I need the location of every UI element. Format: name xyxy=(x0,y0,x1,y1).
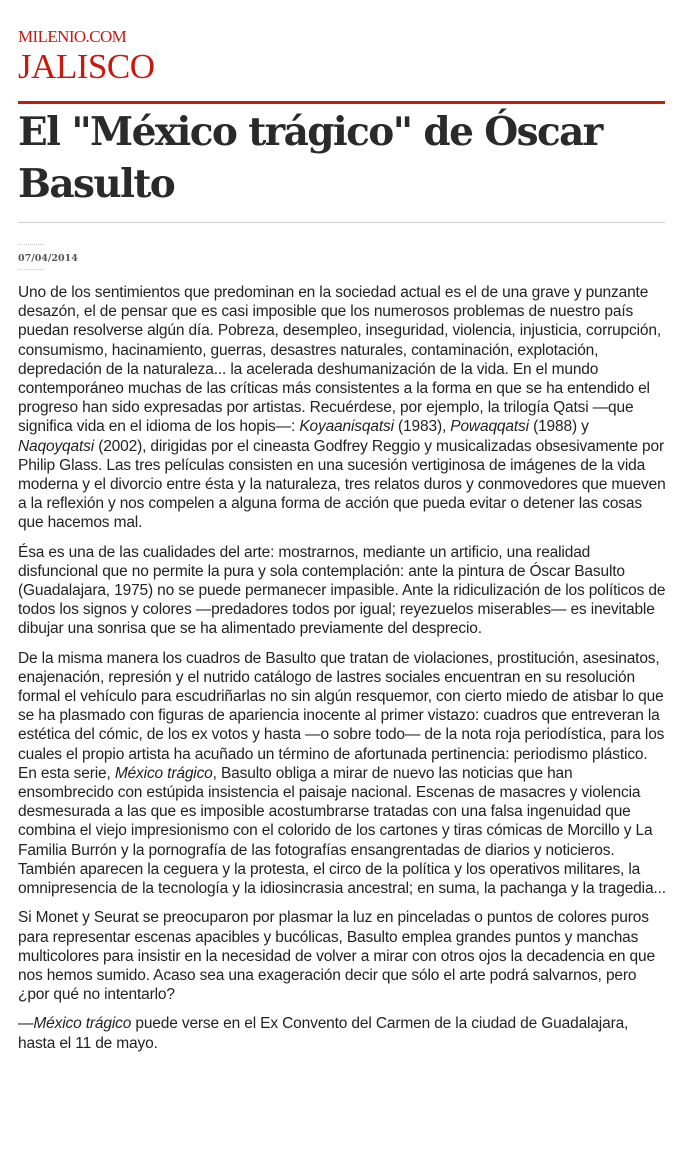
italic-title: Koyaanisqatsi xyxy=(299,418,394,436)
site-logo[interactable]: MILENIO.COM xyxy=(18,27,127,46)
date-box xyxy=(18,244,78,270)
text-run: (1983), xyxy=(393,418,451,436)
paragraph xyxy=(18,1014,668,1052)
text-run: (2002), dirigidas por el cineasta Godfrey Reggio y musicalizadas obsesivamente por Philip Glass. Las tres películas consisten en una sucesión vertiginosa de imágenes de la vida moderna y el divorcio entre ésta y la naturaleza, tres relatos duros y conmovedores que mueven a la reflexión y nos compelen a alguna forma de acción que pueda evitar o detener las cosas que hacemos mal. xyxy=(18,437,666,532)
section-name[interactable]: JALISCO xyxy=(18,47,155,86)
text-run: (1988) y xyxy=(528,418,589,436)
paragraph xyxy=(18,283,668,533)
paragraph xyxy=(18,908,668,1004)
italic-title: Powaqqatsi xyxy=(450,418,529,436)
italic-title: Naqoyqatsi xyxy=(18,437,95,455)
text-run: Ésa es una de las cualidades del arte: mostrarnos, mediante un artificio, una realidad disfuncional que no permite la pura y sola contemplación: ante la pintura de Óscar Basulto (Guadalajara, 1975) no se puede permanecer impasible. Ante la ridiculización de los políticos de todos los signos y colores —predadores todos por igual; reyezuelos miserables— es inevitable dibujar una sonrisa que se ha alimentado previamente del desprecio. xyxy=(18,543,666,638)
text-run: De la misma manera los cuadros de Basulto que tratan de violaciones, prostitución, asesinatos, enajenación, represión y el nutrido catálogo de lastres sociales encuentran en su resolución formal el vehículo para escudriñarlas no sin algún resquemor, con cierto miedo de atisbar lo que se ha plasmado con figuras de apariencia inocente al primer vistazo: cuadros que entreveran la estética del cómic, de los ex votos y hasta —o sobre todo— de la nota roja periodística, para los cuales el propio artista ha acuñado un término de afortunada pertinencia: periodismo plástico. En esta serie, xyxy=(18,649,665,782)
paragraph xyxy=(18,649,668,899)
paragraph xyxy=(18,543,668,639)
text-run: Si Monet y Seurat se preocuparon por plasmar la luz en pinceladas o puntos de colores puros para representar escenas apacibles y bucólicas, Basulto emplea grandes puntos y manchas multicolores para insistir en la necesidad de volver a mirar con otros ojos la decadencia en que nos hemos sumido. Acaso sea una exageración decir que sólo el arte podrá salvarnos, pero ¿por qué no intentarlo? xyxy=(18,909,655,1004)
article-body xyxy=(18,283,668,1063)
italic-title: México trágico xyxy=(114,764,213,782)
text-run: , Basulto obliga a mirar de nuevo las noticias que han ensombrecido con estúpida insistencia el paisaje nacional. Escenas de masacres y violencia desmesurada a las que es imposible acostumbrarse tratadas con una falsa ingenuidad que combina el viejo impresionismo con el colorido de los cartones y tiras cómicas de Morcillo y La Familia Burrón y la pornografía de las fotografías ensangrentadas de diarios y noticieros. También aparecen la ceguera y la protesta, el circo de la política y los operativos militares, la omnipresencia de la tecnología y la idiosincrasia ancestral; en suma, la pachanga y la tragedia... xyxy=(18,764,666,898)
article-title: El "México trágico" de Óscar Basulto xyxy=(18,109,602,207)
header-divider xyxy=(18,101,665,104)
italic-title: México trágico xyxy=(33,1015,132,1033)
title-divider xyxy=(18,222,665,223)
text-run: Uno de los sentimientos que predominan en la sociedad actual es el de una grave y punzante desazón, el de pensar que es casi imposible que los numerosos problemas de nuestro país puedan resolverse algún día. Pobreza, desempleo, inseguridad, violencia, injusticia, corrupción, consumismo, hacinamiento, guerras, desastres naturales, contaminación, explotación, depredación de la naturaleza... la acelerada deshumanización de la vida. En el mundo contemporáneo muchas de las críticas más consistentes a la forma en que se ha entendido el progreso han sido expresadas por artistas. Recuérdese, por ejemplo, la trilogía Qatsi —que significa vida en el idioma de los hopis—: xyxy=(18,284,662,436)
publish-date: 07/04/2014 xyxy=(18,253,78,264)
text-run: — xyxy=(18,1015,34,1033)
text-run: puede verse en el Ex Convento del Carmen de la ciudad de Guadalajara, hasta el 11 de mayo. xyxy=(18,1015,629,1052)
